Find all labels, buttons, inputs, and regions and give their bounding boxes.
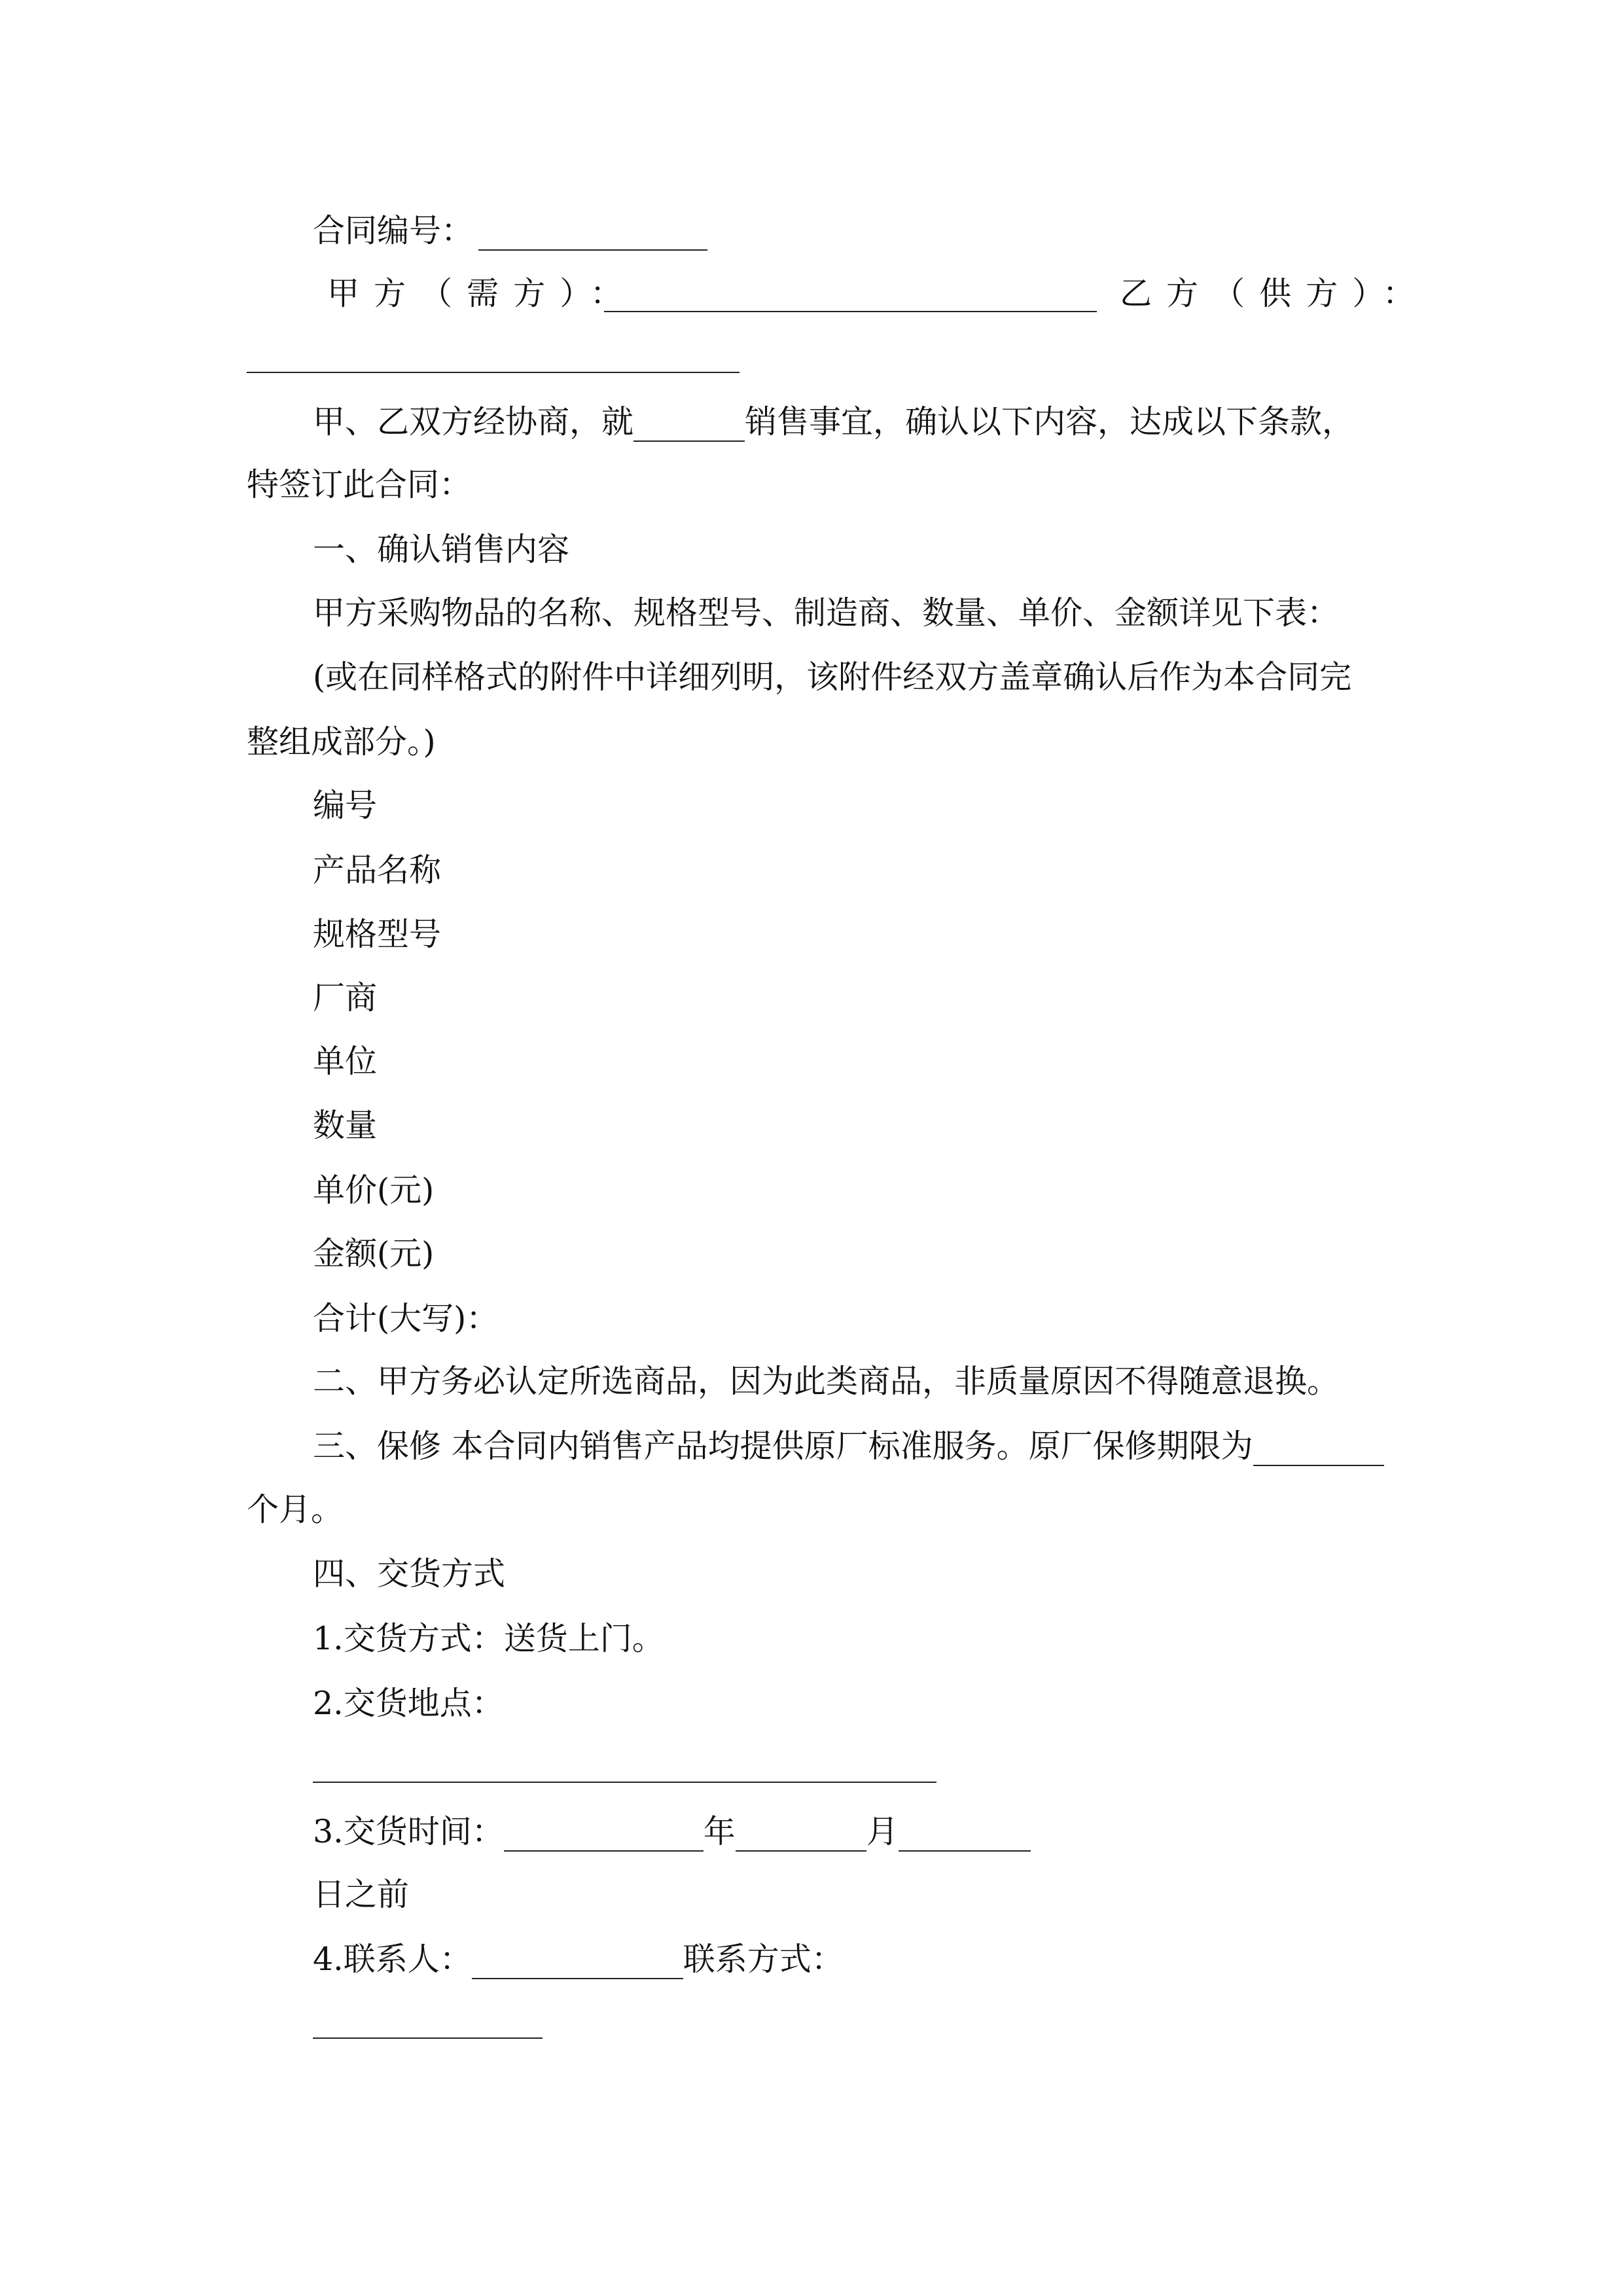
contract-number-label: 合同编号： bbox=[313, 212, 474, 249]
year-label: 年 bbox=[703, 1813, 736, 1850]
field-spec: 规格型号 bbox=[313, 916, 442, 953]
year-field[interactable] bbox=[504, 1818, 704, 1852]
party-b-field[interactable] bbox=[247, 372, 740, 373]
party-b-label: 乙方（供方）： bbox=[1120, 275, 1429, 312]
delivery-method: 1.交货方式：送货上门。 bbox=[313, 1620, 664, 1657]
party-b-label-line bbox=[1120, 274, 1429, 314]
party-a-label-line bbox=[327, 274, 637, 314]
contact-method-label: 联系方式： bbox=[683, 1941, 844, 1978]
contract-number-field[interactable] bbox=[478, 217, 707, 251]
contact-person-field[interactable] bbox=[472, 1945, 683, 1979]
section3-suffix: 个月。 bbox=[247, 1491, 344, 1528]
delivery-time-label: 3.交货时间： bbox=[313, 1813, 504, 1850]
section1-note-1: (或在同样格式的附件中详细列明，该附件经双方盖章确认后作为本合同完 bbox=[313, 658, 1352, 696]
section3-line bbox=[313, 1427, 1384, 1466]
day-field[interactable] bbox=[899, 1818, 1031, 1852]
field-product-name: 产品名称 bbox=[313, 852, 442, 889]
warranty-months-field[interactable] bbox=[1253, 1432, 1384, 1466]
party-a-field[interactable] bbox=[604, 278, 1097, 312]
delivery-location-label: 2.交货地点： bbox=[313, 1685, 504, 1722]
contact-line bbox=[313, 1940, 844, 1979]
product-field[interactable] bbox=[633, 408, 745, 442]
field-unit: 单位 bbox=[313, 1043, 378, 1080]
field-unit-price: 单价(元) bbox=[313, 1172, 435, 1209]
contact-method-field[interactable] bbox=[313, 2037, 543, 2039]
party-a-label: 甲方（需方）： bbox=[327, 275, 637, 312]
month-label: 月 bbox=[866, 1813, 899, 1850]
section1-note-2: 整组成部分。) bbox=[247, 723, 436, 761]
delivery-location-field[interactable] bbox=[313, 1782, 936, 1783]
field-total: 合计(大写)： bbox=[313, 1300, 499, 1337]
section1-desc: 甲方采购物品的名称、规格型号、制造商、数量、单价、金额详见下表： bbox=[313, 594, 1340, 632]
intro-line bbox=[313, 403, 1354, 442]
intro-text-3: 特签订此合同： bbox=[247, 466, 472, 503]
section1-title: 一、确认销售内容 bbox=[313, 531, 570, 568]
delivery-time-line bbox=[313, 1812, 1031, 1852]
section3-text: 三、保修 本合同内销售产品均提供原厂标准服务。原厂保修期限为 bbox=[313, 1427, 1253, 1465]
contact-person-label: 4.联系人： bbox=[313, 1941, 472, 1978]
month-field[interactable] bbox=[736, 1818, 866, 1852]
day-suffix: 日之前 bbox=[313, 1876, 410, 1913]
intro-text-2: 销售事宜，确认以下内容，达成以下条款， bbox=[745, 403, 1355, 440]
section2-text: 二、甲方务必认定所选商品，因为此类商品，非质量原因不得随意退换。 bbox=[313, 1363, 1340, 1400]
field-amount: 金额(元) bbox=[313, 1235, 435, 1272]
section4-title: 四、交货方式 bbox=[313, 1555, 506, 1592]
intro-text-1: 甲、乙双方经协商，就 bbox=[313, 403, 634, 440]
field-number: 编号 bbox=[313, 787, 378, 824]
field-manufacturer: 厂商 bbox=[313, 979, 378, 1016]
field-quantity: 数量 bbox=[313, 1107, 378, 1144]
contract-number-line bbox=[313, 211, 707, 251]
